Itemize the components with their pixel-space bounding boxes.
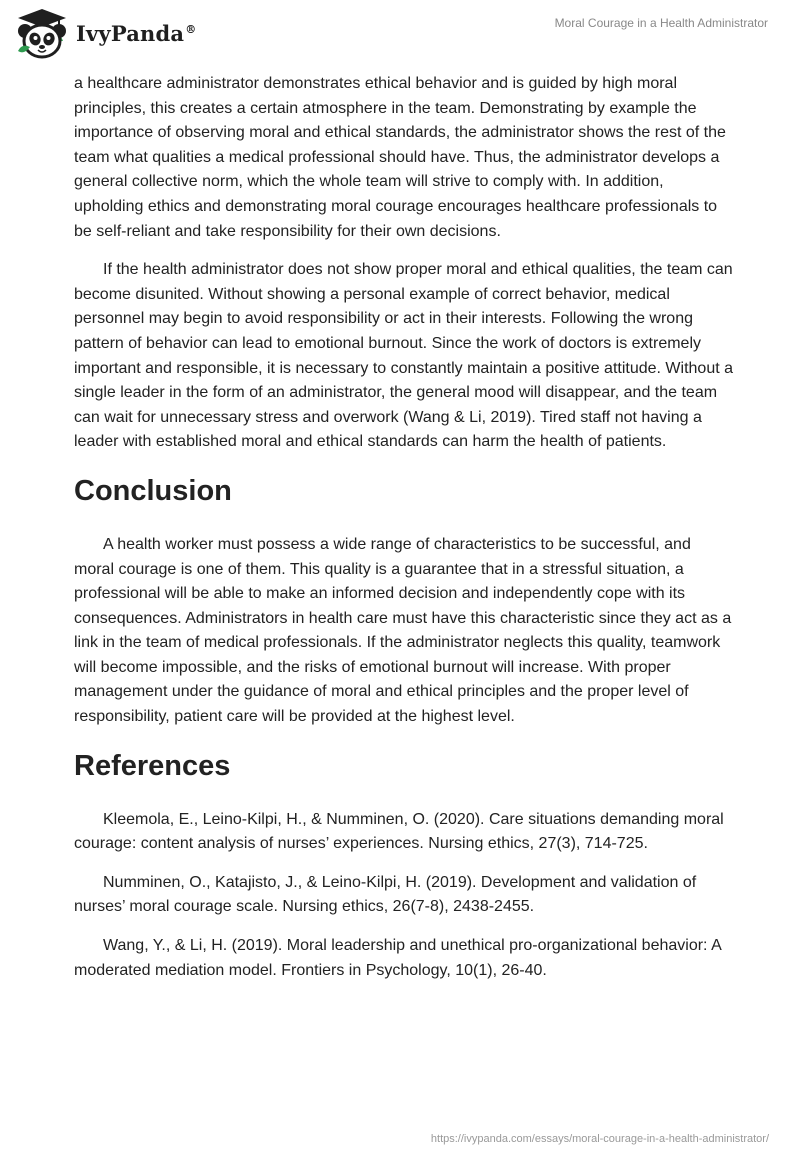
references-heading: References	[74, 749, 231, 782]
reference-item: Wang, Y., & Li, H. (2019). Moral leadership and unethical pro-organizational behavior: A moderated mediation model. Frontiers in Psychology, 10(1), 26-40.	[74, 937, 721, 979]
paragraph-conclusion: A health worker must possess a wide range of characteristics to be successful, and moral courage is one of them. This quality is a guarantee that in a stressful situation, a professional will be able to make an informed decision and independently cope with its consequences. Administrators in health care must have this characteristic since they act as a link in the team of medical professionals. If the administrator neglects this quality, teamwork will become impossible, and the risks of emotional burnout will increase. With proper management under the guidance of moral and ethical principles and the proper level of responsibility, patient care will be provided at the highest level.	[74, 535, 732, 726]
paragraph-disunited: If the health administrator does not show proper moral and ethical qualities, the team can become disunited. Without showing a personal example of correct behavior, medical personnel may begin to avoid responsibility or act in their interests. Following the wrong pattern of behavior can lead to emotional burnout. Since the work of doctors is extremely important and responsible, it is necessary to constantly maintain a positive attitude. Without a single leader in the form of an administrator, the general mood will disappear, and the team can wait for unnecessary stress and overwork (Wang & Li, 2019). Tired staff not having a leader with established moral and ethical standards can harm the health of patients.	[74, 261, 734, 451]
ivypanda-logo[interactable]	[14, 7, 196, 59]
reference-item: Kleemola, E., Leino-Kilpi, H., & Numminen, O. (2020). Care situations demanding moral courage: content analysis of nurses’ experiences. Nursing ethics, 27(3), 714-725.	[74, 810, 724, 853]
reference-item: Numminen, O., Katajisto, J., & Leino-Kilpi, H. (2019). Development and validation of nurses’ moral courage scale. Nursing ethics, 26(7-8), 2438-2455.	[74, 873, 697, 916]
brand-name: IvyPanda®	[76, 20, 197, 46]
paragraph-intro: a healthcare administrator demonstrates ethical behavior and is guided by high moral principles, this creates a certain atmosphere in the team. Demonstrating by example the importance of observing moral and ethical standards, the administrator shows the rest of the team what qualities a medical professional should have. Thus, the administrator develops a general collective norm, which the whole team will strive to comply with. In addition, upholding ethics and demonstrating moral courage encourages healthcare professionals to be self-reliant and take responsibility for their own decisions.	[74, 75, 726, 240]
conclusion-heading: Conclusion	[74, 474, 232, 507]
essay-content	[74, 72, 734, 997]
panda-graduate-icon	[14, 7, 70, 59]
page-header	[0, 0, 800, 70]
source-url[interactable]: https://ivypanda.com/essays/moral-courage-in-a-health-administrator/	[430, 1133, 769, 1145]
document-title: Moral Courage in a Health Administrator	[554, 16, 768, 30]
